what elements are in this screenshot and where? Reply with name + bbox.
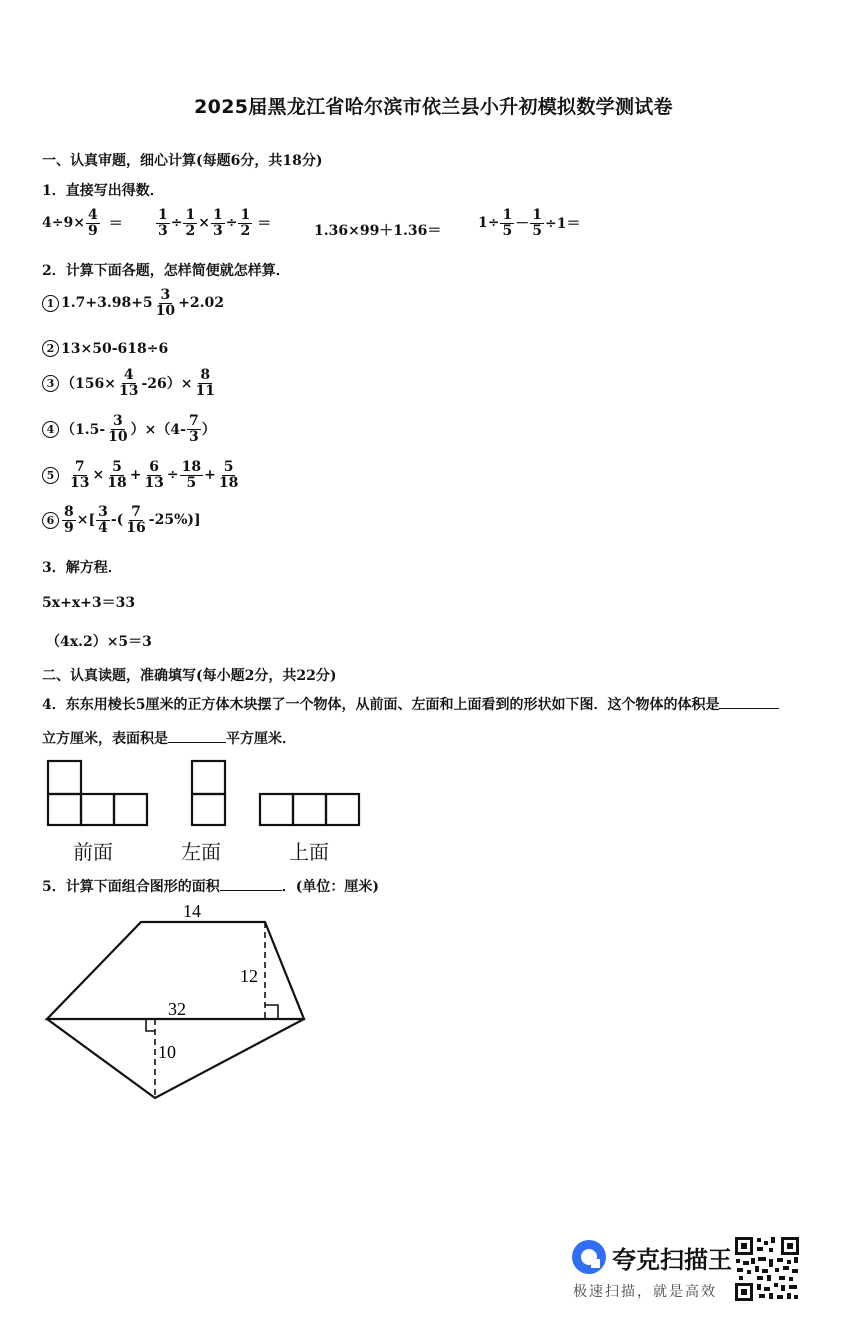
q1-item-1 <box>42 208 123 238</box>
pre: 1.7+3.98+5 <box>61 295 153 312</box>
three-views-figure <box>40 755 370 830</box>
mid: ）×（4- <box>130 422 186 439</box>
denominator: 18 <box>107 474 127 491</box>
circled-number: 4 <box>42 421 59 438</box>
numerator: 5 <box>112 459 122 475</box>
q1-item-1-fraction <box>86 208 100 238</box>
view-label-left: 左面 <box>181 840 221 864</box>
question-4-text: 4．东东用棱长5厘米的正方体木块摆了一个物体，从前面、左面和上面看到的形状如下图．这个物体的体积是 <box>42 697 720 713</box>
mid: -26）× <box>141 376 193 393</box>
numerator: 3 <box>98 504 108 520</box>
denominator: 13 <box>118 382 139 399</box>
front-view-top-square <box>48 761 81 794</box>
fraction <box>96 505 110 535</box>
dim-top: 14 <box>183 901 201 921</box>
denominator: 2 <box>185 222 196 239</box>
q1-item-4 <box>478 208 580 238</box>
pre: （156× <box>61 376 116 393</box>
fraction <box>142 460 165 490</box>
pre: 1÷ <box>478 215 500 232</box>
denominator: 18 <box>218 474 239 491</box>
operator: － <box>515 216 530 233</box>
operator: ÷ <box>166 467 179 484</box>
view-label-front: 前面 <box>73 840 113 864</box>
equation-1: 5x+x+3＝33 <box>42 595 136 611</box>
pre: （1.5- <box>61 422 106 439</box>
denominator: 9 <box>64 519 74 536</box>
fraction <box>183 208 197 238</box>
q1-item-3 <box>314 220 441 240</box>
numerator: 8 <box>200 367 211 383</box>
denominator: 10 <box>155 302 176 319</box>
dim-height: 12 <box>240 966 258 986</box>
operator: ÷ <box>225 215 238 232</box>
post: -25%)] <box>148 512 201 529</box>
numerator: 8 <box>64 504 74 520</box>
top-view-square-2 <box>293 794 326 825</box>
denominator: 10 <box>108 428 128 445</box>
fraction <box>68 460 91 490</box>
q2-item-2 <box>42 340 168 357</box>
view-label-top: 上面 <box>289 840 329 864</box>
numerator: 3 <box>113 413 123 429</box>
fraction <box>62 505 76 535</box>
fraction <box>211 208 225 238</box>
circled-number: 6 <box>42 512 59 529</box>
question-4-text-2a: 立方厘米，表面积是 <box>42 731 168 747</box>
operator: ÷ <box>170 215 183 232</box>
front-view-square-1 <box>48 794 81 825</box>
top-view-square-1 <box>260 794 293 825</box>
q2-item-4 <box>42 414 216 444</box>
numerator: 3 <box>160 287 171 303</box>
denominator: 3 <box>158 222 168 239</box>
q1-item-3-text: 1.36×99＋1.36＝ <box>314 223 442 239</box>
numerator: 1 <box>502 207 513 223</box>
dim-triangle-height: 10 <box>158 1042 176 1062</box>
denominator: 16 <box>126 519 146 536</box>
page-title: 2025届黑龙江省哈尔滨市依兰县小升初模拟数学测试卷 <box>194 96 673 118</box>
question-2-label: 2．计算下面各题，怎样简便就怎样算． <box>42 263 290 279</box>
denominator: 5 <box>186 474 197 491</box>
fraction <box>238 208 252 238</box>
denominator: 3 <box>188 428 199 445</box>
left-view-bottom-square <box>192 794 225 825</box>
fraction <box>530 208 544 238</box>
denominator: 11 <box>195 382 215 399</box>
denominator: 13 <box>144 474 164 491</box>
fraction <box>154 288 177 318</box>
composite-figure <box>0 895 330 1110</box>
operator: + <box>204 467 216 484</box>
circled-number: 3 <box>42 375 59 392</box>
numerator: 1 <box>532 207 542 223</box>
front-view-square-2 <box>81 794 114 825</box>
question-1-label: 1．直接写出得数． <box>42 183 164 199</box>
fraction <box>117 368 140 398</box>
post: ÷1＝ <box>544 216 581 233</box>
numerator: 1 <box>185 207 196 223</box>
fraction <box>124 505 147 535</box>
right-angle-mark <box>146 1019 155 1031</box>
numerator: 4 <box>87 207 98 223</box>
denominator: 13 <box>70 474 90 491</box>
text: 13×50-618÷6 <box>61 340 169 357</box>
q2-item-5 <box>42 460 241 490</box>
question-5-label <box>42 876 379 896</box>
q1-item-1-pre: 4÷9× <box>42 215 85 232</box>
numerator: 1 <box>240 207 251 223</box>
fraction <box>193 368 216 398</box>
equation-2: （4x.2）×5＝3 <box>46 634 152 650</box>
section-2-heading: 二、认真读题，准确填写(每小题2分，共22分) <box>42 668 337 684</box>
circled-number: 2 <box>42 340 59 357</box>
numerator: 5 <box>223 459 234 475</box>
question-3-label: 3．解方程． <box>42 560 122 576</box>
top-view-square-3 <box>326 794 359 825</box>
answer-blank[interactable] <box>168 742 226 743</box>
numerator: 4 <box>123 367 134 383</box>
fraction <box>105 460 128 490</box>
q2-item-6 <box>42 505 201 535</box>
watermark-slogan: 极速扫描，就是高效 <box>573 1284 717 1300</box>
denominator: 2 <box>240 222 251 239</box>
equals: ＝ <box>257 216 272 233</box>
front-view-square-3 <box>114 794 147 825</box>
numerator: 1 <box>212 207 223 223</box>
operator: × <box>198 215 210 232</box>
operator: + <box>129 467 142 484</box>
answer-blank[interactable] <box>220 890 282 891</box>
question-4-text-2b: 平方厘米． <box>226 731 296 747</box>
fraction <box>180 460 203 490</box>
left-view-top-square <box>192 761 225 794</box>
numerator: 7 <box>74 459 85 475</box>
fraction <box>187 414 201 444</box>
q2-item-1 <box>42 288 224 318</box>
post: ） <box>201 422 216 439</box>
fraction <box>156 208 170 238</box>
question-4-line-2 <box>42 728 296 748</box>
circled-number: 1 <box>42 295 59 312</box>
question-5-text: 5．计算下面组合图形的面积 <box>42 879 220 895</box>
numerator: 18 <box>181 459 202 475</box>
operator: -( <box>110 512 124 529</box>
circled-number: 5 <box>42 467 59 484</box>
numerator: 7 <box>131 504 141 520</box>
denominator: 3 <box>212 222 223 239</box>
numerator: 6 <box>149 459 160 475</box>
section-1-heading: 一、认真审题，细心计算(每题6分，共18分) <box>42 153 323 169</box>
numerator: 7 <box>188 413 199 429</box>
qr-code-icon <box>733 1235 801 1303</box>
post: +2.02 <box>178 295 224 312</box>
denominator: 9 <box>87 222 98 239</box>
operator: ×[ <box>76 512 96 529</box>
q1-item-1-equals: ＝ <box>108 216 123 233</box>
question-4-line-1 <box>42 694 779 714</box>
numerator: 1 <box>158 207 168 223</box>
q1-item-2 <box>155 208 271 238</box>
q2-item-3 <box>42 368 218 398</box>
operator: × <box>92 467 105 484</box>
dim-base: 32 <box>168 999 186 1019</box>
denominator: 5 <box>502 222 513 239</box>
fraction <box>500 208 514 238</box>
question-5-suffix: ．(单位：厘米) <box>281 879 379 895</box>
right-angle-mark <box>265 1005 278 1019</box>
watermark-brand: 夸克扫描王 <box>612 1246 732 1274</box>
fraction <box>217 460 240 490</box>
answer-blank[interactable] <box>719 708 779 709</box>
quark-logo-icon <box>569 1237 609 1277</box>
denominator: 4 <box>98 519 108 536</box>
fraction <box>106 414 129 444</box>
denominator: 5 <box>532 222 542 239</box>
